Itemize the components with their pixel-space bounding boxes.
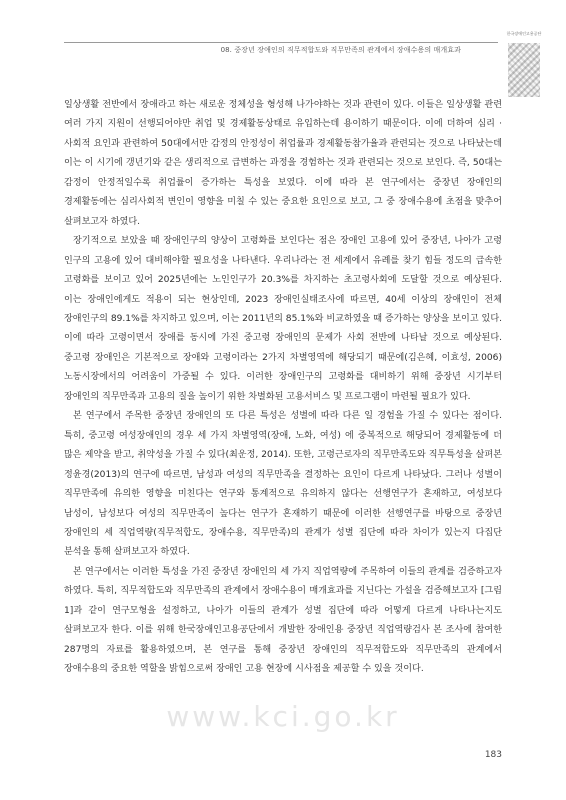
page-number: 183 (484, 750, 502, 760)
paragraph: 일상생활 전반에서 장애라고 하는 새로운 정체성을 형성해 나가야하는 것과 관련이 있다. 이들은 일상생활 관련 여러 가지 지원이 선행되어야만 취업 및 경제활동상태로 유입하는데 용이하기 때문이다. 이에 더하여 심리 · 사회적 요인과 관련하여 50대에서만 감정의 안정성이 취업률과 경제활동참가율과 관련되는 것으로 나타났는데 이는 이 시기에 갱년기와 같은 생리적으로 급변하는 과정을 경험하는 것과 관련되는 것으로 보인다. 즉, 50대는 감정이 안정적일수록 취업률이 증가하는 특성을 보였다. 이에 따라 본 연구에서는 중장년 장애인의 경제활동에는 심리사회적 변인이 영향을 미칠 수 있는 중요한 요인으로 보고, 그 중 장애수용에 초점을 맞추어 살펴보고자 하였다. (64, 100, 502, 227)
article-body (64, 96, 502, 680)
publisher-logo (505, 31, 543, 99)
logo-text: 한국장애인고용공단 (506, 31, 542, 36)
header-rule (64, 42, 498, 43)
paragraph: 본 연구에서 주목한 중장년 장애인의 또 다른 특성은 성별에 따라 다른 일 경험을 가질 수 있다는 점이다. 특히, 중고령 여성장애인의 경우 세 가지 차별영역(장애, 노화, 여성) 에 중복적으로 해당되어 경제활동에 더 많은 제약을 받고, 취약성을 가질 수 있다(최운정, 2014). 또한, 고령근로자의 직무만족도와 직무특성을 살펴본 정윤경(2013)의 연구에 따르면, 남성과 여성의 직무만족을 결정하는 요인이 다르게 나타났다. 그러나 성별이 직무만족에 유의한 영향을 미친다는 연구와 통계적으로 유의하지 않다는 선행연구가 혼재하고, 여성보다 남성이, 남성보다 여성의 직무만족이 높다는 연구가 혼재하기 때문에 이러한 선행연구를 바탕으로 중장년 장애인의 세 직업역량(직무적합도, 장애수용, 직무만족)의 관계가 성별 집단에 따라 차이가 있는지 다집단 분석을 통해 살펴보고자 하였다. (64, 411, 502, 558)
watermark: www.kci.go.kr (166, 700, 400, 733)
paragraph: 장기적으로 보았을 때 장애인구의 양상이 고령화를 보인다는 점은 장애인 고용에 있어 중장년, 나아가 고령 인구의 고용에 있어 대비해야할 필요성을 나타낸다. 우리나라는 전 세계에서 유례를 찾기 힘들 정도의 급속한 고령화를 보이고 있어 2025년에는 노인인구가 20.3%를 차지하는 초고령사회에 도달할 것으로 예상된다. 이는 장애인에게도 적용이 되는 현상인데, 2023 장애인실태조사에 따르면, 40세 이상의 장애인이 전체 장애인구의 89.1%를 차지하고 있으며, 이는 2011년의 85.1%와 비교하였을 때 증가하는 양상을 보이고 있다. 이에 따라 고령이면서 장애를 동시에 가진 중고령 장애인의 문제가 사회 전반에 나타날 것으로 예상된다. 중고령 장애인은 기본적으로 장애와 고령이라는 2가지 차별영역에 해당되기 때문에(김은혜, 이효성, 2006) 노동시장에서의 어려움이 가중될 수 있다. 이러한 장애인구의 고령화를 대비하기 위해 중장년 시기부터 장애인의 직무만족과 고용의 질을 높이기 위한 차별화된 고용서비스 및 프로그램이 마련될 필요가 있다. (64, 236, 502, 402)
paragraph: 본 연구에서는 이러한 특성을 가진 중장년 장애인의 세 가지 직업역량에 주목하여 이들의 관계를 검증하고자 하였다. 특히, 직무적합도와 직무만족의 관계에서 장애수용이 매개효과를 지닌다는 가설을 검증해보고자 [그림 1]과 같이 연구모형을 설정하고, 나아가 이들의 관계가 성별 집단에 따라 어떻게 다르게 나타나는지도 살펴보고자 한다. 이를 위해 한국장애인고용공단에서 개발한 장애인용 중장년 직업역량검사 본 조사에 참여한 287명의 자료를 활용하였으며, 본 연구를 통해 중장년 장애인의 직무적합도와 직무만족의 관계에서 장애수용의 중요한 역할을 밝힘으로써 장애인 고용 현장에 시사점을 제공할 수 있을 것이다. (64, 566, 502, 675)
logo-pattern-icon (508, 43, 540, 97)
running-title: 08. 중장년 장애인의 직무적합도와 직무만족의 관계에서 장애수용의 매개효과 (220, 46, 461, 54)
